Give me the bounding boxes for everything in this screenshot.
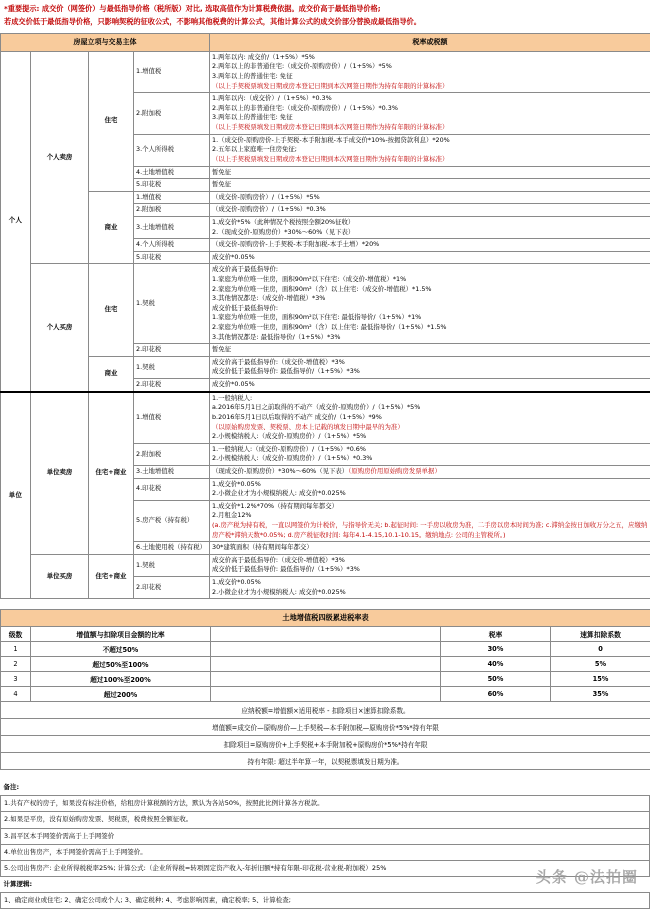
- tax-content: [210, 554, 650, 576]
- lvat-ratio: 超过50%至100%: [31, 657, 211, 672]
- lvat-ratio: 超过100%至200%: [31, 672, 211, 687]
- lvat-formula-row: [1, 702, 650, 719]
- line: 3.两年以上的普通住宅: 免征: [212, 72, 648, 82]
- line: 暂免征: [212, 180, 648, 190]
- tax-content: [210, 216, 650, 238]
- line: 2.五年以上家庭唯一住房免征;: [212, 145, 648, 155]
- tax-label: 1.契税: [134, 554, 210, 576]
- tax-label: 1.契税: [134, 264, 210, 344]
- line: 2.两年以上的非普通住宅:（成交价-原购房价）/（1+5%）*0.3%: [212, 104, 648, 114]
- lvat-blank: [211, 657, 441, 672]
- table-row: [1, 392, 650, 444]
- tax-label: 2.印花税: [134, 344, 210, 357]
- line: 3.其他情况都是:（成交价-增值税）*3%: [212, 294, 648, 304]
- tax-content: [210, 356, 650, 378]
- tax-label: 3.土地增值税: [134, 216, 210, 238]
- line-note: （以上手契税票填发日期或房本登记日期到本次网签日期作为持有年限的计算标准）: [212, 82, 648, 92]
- lvat-level: 2: [1, 657, 31, 672]
- line: 2.小规模纳税人:（成交价-原购房价）/（1+5%）*5%: [212, 432, 648, 442]
- note-item: 3.昌平区本手网签价需高于上手网签价: [1, 828, 650, 844]
- tax-label: 4.土地增值税: [134, 166, 210, 179]
- tax-label: 5.印花税: [134, 179, 210, 192]
- tax-content: [210, 379, 650, 392]
- tax-label: 2.印花税: [134, 577, 210, 599]
- notes-title: 备注:: [1, 780, 650, 796]
- lvat-formula-row: [1, 753, 650, 770]
- inline-note: （原购房价用原始购房发票单据）: [348, 467, 441, 475]
- table-header-row: [1, 34, 650, 52]
- lvat-deduct: 15%: [551, 672, 650, 687]
- logic-row: [1, 892, 650, 908]
- lvat-formula: 应纳税额=增值额×适用税率 - 扣除项目×速算扣除系数。: [1, 702, 650, 719]
- tax-label: 1.增值税: [134, 191, 210, 204]
- notice-line-2: 若成交价低于最低指导价格，只影响契税的征收公式，不影响其他税费的计算公式，其他计算公式的成交价部分替换成最低指导价。: [4, 16, 646, 27]
- tax-content: [210, 251, 650, 264]
- type-residential: 住宅: [89, 51, 134, 191]
- lvat-row: [1, 672, 650, 687]
- note-row: [1, 812, 650, 828]
- watermark: 头条 @法拍圈: [536, 866, 638, 887]
- line: 暂免征: [212, 168, 648, 178]
- tax-content: [210, 264, 650, 344]
- tax-content: [210, 204, 650, 217]
- line: （成交价-原购房价-上手契税-本手附加税-本手土增）*20%: [212, 240, 648, 250]
- line: 2.小微企业才为小规模纳税人: 成交价*0.025%: [212, 588, 648, 598]
- lvat-col-ratio: 增值额与扣除项目金额的比率: [31, 627, 211, 642]
- tax-label: 4.印花税: [134, 478, 210, 500]
- line: 成交价高于最低指导价:（成交价-增值税）*3%: [212, 358, 648, 368]
- lvat-deduct: 0: [551, 642, 650, 657]
- logic-title: 计算逻辑:: [1, 876, 650, 892]
- tax-content: [210, 179, 650, 192]
- lvat-row: [1, 642, 650, 657]
- tax-label: 1.契税: [134, 356, 210, 378]
- notes-table: [0, 780, 650, 909]
- line: （成交价-原购房价）/（1+5%）*5%: [212, 193, 648, 203]
- line: 2.月租金12%: [212, 511, 648, 521]
- lvat-col-blank: [211, 627, 441, 642]
- line: 成交价*0.05%: [212, 380, 648, 390]
- tax-label: 1.增值税: [134, 51, 210, 92]
- note-item: 5.公司出售房产: 企业所得税税率25%; 计算公式:（企业所得税=转项固定资产收入-年折旧额*持有年限-印花税-营业税-附加税）25%: [1, 860, 650, 876]
- line-text: （现成交价-原购房价）*30%～60%（见下表）: [212, 467, 348, 475]
- table-row: [1, 51, 650, 92]
- tax-content: [210, 239, 650, 252]
- tax-label: 4.个人所得税: [134, 239, 210, 252]
- lvat-ratio: 超过200%: [31, 687, 211, 702]
- line: 1.成交价*5%（此种情况个税按照全额20%征收）: [212, 218, 648, 228]
- line: 成交价高于最低指导价:（成交价-增值税）*3%: [212, 556, 648, 566]
- lvat-formula: 持有年限: 超过半年算一年，以契税票填发日期为准。: [1, 753, 650, 770]
- line: 成交价低于最低指导价:: [212, 304, 648, 314]
- notice-line-1: *重要提示: 成交价（网签价）与最低指导价格（税所版）对比, 选取高值作为计算税费依据。成交价高于最低指导价格;: [4, 3, 646, 14]
- type-residential-commercial: 住宅+商业: [89, 392, 134, 555]
- tax-content: [210, 465, 650, 478]
- lvat-blank: [211, 642, 441, 657]
- tax-label: 1.增值税: [134, 392, 210, 444]
- note-row: [1, 828, 650, 844]
- line: 暂免征: [212, 345, 648, 355]
- line-note: （以上手契税票填发日期或房本登记日期到本次网签日期作为持有年限的计算标准）: [212, 155, 648, 165]
- lvat-rate: 30%: [441, 642, 551, 657]
- lvat-deduct: 5%: [551, 657, 650, 672]
- line: 3.两年以上的普通住宅: 免征: [212, 113, 648, 123]
- table-row: [1, 264, 650, 344]
- line-note: （以上手契税票填发日期或房本登记日期到本次网签日期作为持有年限的计算标准）: [212, 123, 648, 133]
- tax-content: [210, 344, 650, 357]
- line-note: （以原始购房发票、契税票、房本上记载的填发日期中最早的为准）: [212, 423, 648, 433]
- important-notice: [0, 0, 650, 33]
- line: 1.成交价*0.05%: [212, 578, 648, 588]
- lvat-row: [1, 657, 650, 672]
- tax-content: [210, 577, 650, 599]
- lvat-level: 1: [1, 642, 31, 657]
- table-row: [1, 191, 650, 204]
- lvat-blank: [211, 672, 441, 687]
- lvat-title-row: [1, 610, 650, 627]
- lvat-col-deduct: 速算扣除系数: [551, 627, 650, 642]
- line: 2.两年以上的非普通住宅:（成交价-原购房价）/（1+5%）*5%: [212, 62, 648, 72]
- note-item: 4.单位出售房产，本手网签价需高于上手网签价。: [1, 844, 650, 860]
- tax-label: 2.附加税: [134, 204, 210, 217]
- group-company: 单位: [1, 392, 31, 599]
- type-commercial: 商业: [89, 356, 134, 391]
- lvat-formula-row: [1, 719, 650, 736]
- main-tax-table: [0, 33, 650, 599]
- header-rate: 税率或税额: [210, 34, 650, 52]
- tax-label: 5.房产税（持有税）: [134, 500, 210, 541]
- header-subject: 房屋立项与交易主体: [1, 34, 210, 52]
- lvat-formula: 增值额=成交价—原购房价—上手契税—本手附加税—原购房价*5%*持有年限: [1, 719, 650, 736]
- line: 2.小规模纳税人:（成交价-原购房价）/（1+5%）*0.3%: [212, 454, 648, 464]
- lvat-row: [1, 687, 650, 702]
- table-row: [1, 554, 650, 576]
- tax-label: 2.印花税: [134, 379, 210, 392]
- tax-content: [210, 93, 650, 134]
- type-residential: 住宅: [89, 264, 134, 356]
- tax-content: [210, 542, 650, 555]
- tax-content: [210, 191, 650, 204]
- line: 1.一般纳税人:（成交价-原购房价）/（1+5%）*0.6%: [212, 445, 648, 455]
- subject-company-buy: 单位买房: [31, 554, 89, 598]
- line: 1.成交价*1.2%*70%（持有期间每年都交）: [212, 502, 648, 512]
- type-residential-commercial: 住宅+商业: [89, 554, 134, 598]
- line: b.2016年5月1日以后取得的不动产 成交价/（1+5%）*9%: [212, 413, 648, 423]
- tax-content: [210, 443, 650, 465]
- lvat-header-row: [1, 627, 650, 642]
- line: 2.家庭为单位唯一住房，面积90m²（含）以上住宅:（成交价-增值税）*1.5%: [212, 285, 648, 295]
- line: 成交价低于最低指导价: 最低指导价/（1+5%）*3%: [212, 367, 648, 377]
- line: a.2016年5月1日之前取得的不动产（成交价-原购房价）/（1+5%）*5%: [212, 403, 648, 413]
- tax-label: 2.附加税: [134, 443, 210, 465]
- line: 1.（成交价-原购房价-上手契税-本手附加税-本手成交价*10%-按揭贷款利息）*20%: [212, 136, 648, 146]
- tax-content: [210, 134, 650, 166]
- line: 1.家庭为单位唯一住房，面积90m²以下住宅: 最低指导价/（1+5%）*1%: [212, 313, 648, 323]
- lvat-formula: 扣除项目=原购房价+上手契税+本手附加税+原购房价*5%*持有年限: [1, 736, 650, 753]
- line: 1.家庭为单位唯一住房，面积90m²以下住宅:（成交价-增值税）*1%: [212, 275, 648, 285]
- note-item: 2.如果是平房，没有原始购房发票、契税票，税费按照全额征收。: [1, 812, 650, 828]
- subject-company-sell: 单位卖房: [31, 392, 89, 555]
- lvat-table: [0, 609, 650, 770]
- logic-item: 1、确定商业或住宅; 2、确定公司或个人; 3、确定税种; 4、考虑影响因素，确定税率; 5、计算检查;: [1, 892, 650, 908]
- section-spacer: [0, 599, 650, 609]
- lvat-deduct: 35%: [551, 687, 650, 702]
- lvat-title: 土地增值税四级累进税率表: [1, 610, 650, 627]
- lvat-blank: [211, 687, 441, 702]
- line: 成交价*0.05%: [212, 253, 648, 263]
- lvat-rate: 60%: [441, 687, 551, 702]
- lvat-rate: 40%: [441, 657, 551, 672]
- lvat-level: 4: [1, 687, 31, 702]
- lvat-level: 3: [1, 672, 31, 687]
- line: 2.（现成交价-原购房价）*30%～60%（见下表）: [212, 228, 648, 238]
- subject-personal-sell: 个人卖房: [31, 51, 89, 264]
- line: 1.一般纳税人:: [212, 394, 648, 404]
- line: （成交价-原购房价）/（1+5%）*0.3%: [212, 205, 648, 215]
- type-commercial: 商业: [89, 191, 134, 264]
- line: 2.小微企业才为小规模纳税人: 成交价*0.025%: [212, 489, 648, 499]
- note-row: [1, 844, 650, 860]
- lvat-ratio: 不超过50%: [31, 642, 211, 657]
- line: [212, 467, 648, 477]
- line: 成交价高于最低指导价:: [212, 265, 648, 275]
- line: 2.家庭为单位唯一住房，面积90m²（含）以上住宅: 最低指导价/（1+5%）*1.5%: [212, 323, 648, 333]
- note-item: 1.共有产权的房子，如果没有标注价格，给租房计算税额的方法，默认为各站50%，按照此比例计算各方税款。: [1, 796, 650, 812]
- subject-personal-buy: 个人买房: [31, 264, 89, 392]
- line-note: (a.房产税为持有税，一直以网签价为计税价，与指导价无关; b.起征时间: 一手房以收房为准，二手房以房本时间为准; c.滞纳金按日加收万分之五，应缴纳房产税*滞纳天数*0.05%; d.房产税征收时间: 每年4.1-4.15,10.1-10.15。缴纳地点: 公司的主管税所。): [212, 521, 648, 540]
- group-personal: 个人: [1, 51, 31, 391]
- line: 1.两年以内: 成交价/（1+5%）*5%: [212, 53, 648, 63]
- lvat-rate: 50%: [441, 672, 551, 687]
- note-row: [1, 796, 650, 812]
- lvat-formula-row: [1, 736, 650, 753]
- tax-label: 6.土地使用税（持有税）: [134, 542, 210, 555]
- tax-content: [210, 500, 650, 541]
- line: 成交价低于最低指导价: 最低指导价/（1+5%）*3%: [212, 565, 648, 575]
- lvat-col-rate: 税率: [441, 627, 551, 642]
- line: 1.两年以内:（成交价）/（1+5%）*0.3%: [212, 94, 648, 104]
- tax-label: 2.附加税: [134, 93, 210, 134]
- line: 30*建筑面积（持有期间每年都交）: [212, 543, 648, 553]
- tax-content: [210, 51, 650, 92]
- tax-label: 3.个人所得税: [134, 134, 210, 166]
- notes-title-row: [1, 780, 650, 796]
- line: 3.其他情况都是: 最低指导价/（1+5%）*3%: [212, 333, 648, 343]
- table-row: [1, 356, 650, 378]
- tax-label: 5.印花税: [134, 251, 210, 264]
- line: 1.成交价*0.05%: [212, 480, 648, 490]
- tax-content: [210, 392, 650, 444]
- tax-label: 3.土地增值税: [134, 465, 210, 478]
- tax-content: [210, 478, 650, 500]
- tax-content: [210, 166, 650, 179]
- lvat-col-level: 级数: [1, 627, 31, 642]
